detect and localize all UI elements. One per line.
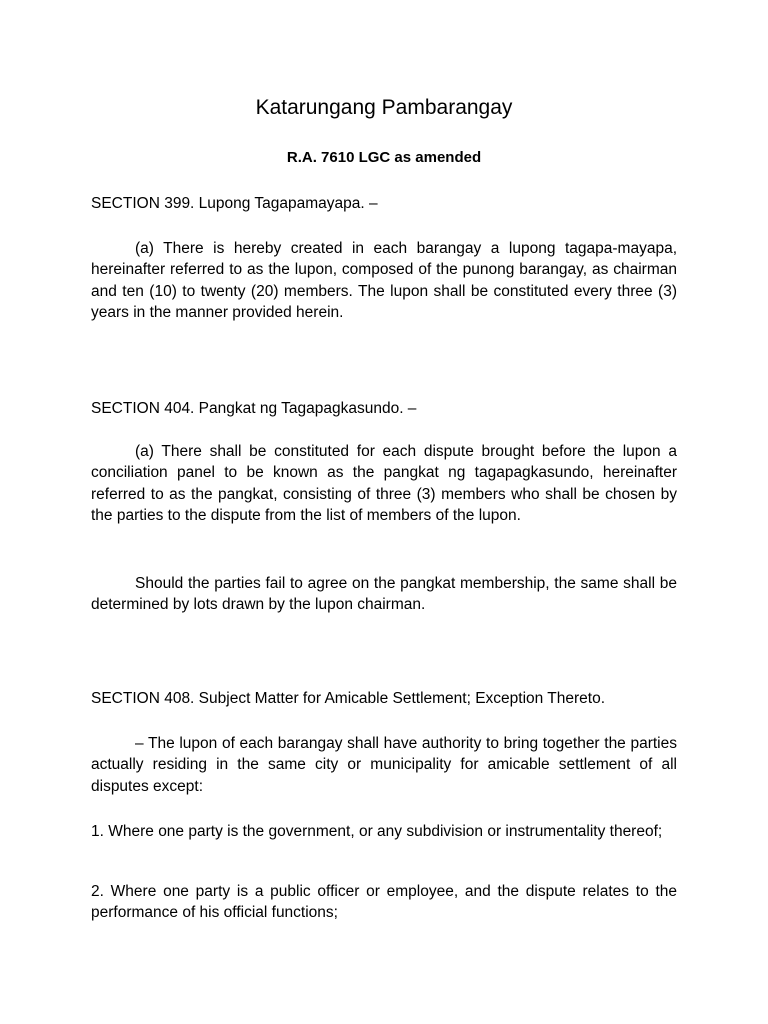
section-408-intro: – The lupon of each barangay shall have authority to bring together the parties actually residing in the same city or municipality for amicable settlement of all disputes except: bbox=[91, 735, 677, 795]
section-408-item-1: 1. Where one party is the government, or any subdivision or instrumentality thereof; bbox=[91, 823, 663, 840]
section-408-item-2: 2. Where one party is a public officer or employee, and the dispute relates to the performance of his official functions; bbox=[91, 883, 677, 922]
section-404-paragraph-b: Should the parties fail to agree on the pangkat membership, the same shall be determined by lots drawn by the lupon chairman. bbox=[91, 575, 677, 614]
document-title: Katarungang Pambarangay bbox=[255, 96, 513, 119]
section-404-paragraph-a: (a) There shall be constituted for each dispute brought before the lupon a conciliation panel to be known as the pangkat ng tagapagkasundo, hereinafter referred to as the pangkat, consisting of three (3) members who shall be chosen by the parties to the dispute from the list of members of the lupon. bbox=[91, 443, 677, 525]
section-404-heading: SECTION 404. Pangkat ng Tagapagkasundo. – bbox=[91, 400, 417, 417]
section-399-heading: SECTION 399. Lupong Tagapamayapa. – bbox=[91, 195, 378, 212]
section-399-paragraph-a: (a) There is hereby created in each barangay a lupong tagapa-mayapa, hereinafter referred to as the lupon, composed of the punong barangay, as chairman and ten (10) to twenty (20) members. The lupon shall be constituted every three (3) years in the manner provided herein. bbox=[91, 240, 677, 322]
section-408-heading: SECTION 408. Subject Matter for Amicable Settlement; Exception Thereto. bbox=[91, 690, 606, 707]
document-subtitle: R.A. 7610 LGC as amended bbox=[286, 149, 482, 166]
